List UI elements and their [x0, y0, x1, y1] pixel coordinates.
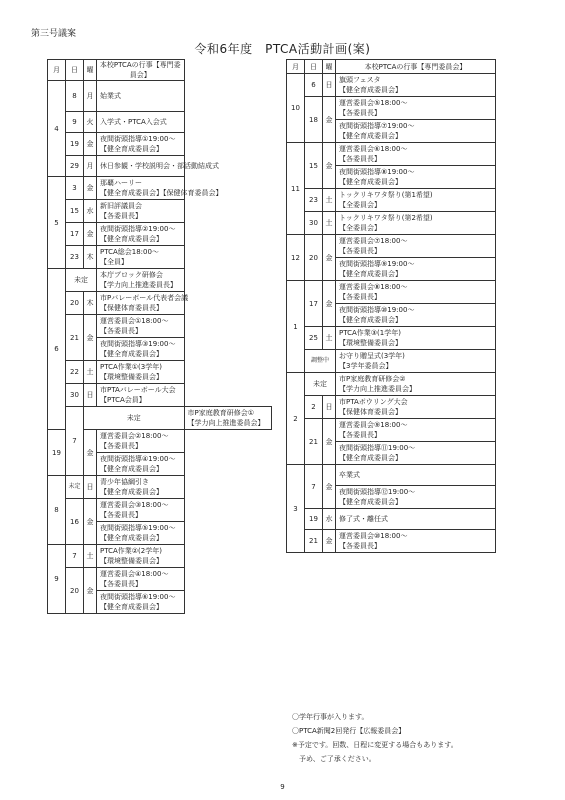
- event-cell: 運営委員会⑧18:00～ 【各委員長】: [336, 281, 496, 304]
- event-cell: 卒業式: [336, 465, 496, 486]
- note-line: 〇PTCA新聞2回発行【広報委員会】: [292, 727, 406, 735]
- note-line: ※予定です。回数、日程に変更する場合もあります。: [292, 741, 458, 749]
- table-row: [48, 292, 272, 315]
- table-row: [48, 200, 272, 223]
- event-cell: 運営委員会④18:00～ 【各委員長】: [97, 568, 185, 591]
- table-row: [287, 509, 496, 530]
- weekday-cell: 月: [84, 156, 97, 177]
- schedule-table-left: [47, 59, 272, 614]
- weekday-cell: 日: [84, 476, 97, 499]
- day-cell: 22: [66, 361, 84, 384]
- table-row: [287, 350, 496, 373]
- weekday-cell: 土: [84, 361, 97, 384]
- table-row: [48, 112, 272, 133]
- event-cell: 夜間街頭指導⑧19:00～ 【健全育成委員会】: [336, 166, 496, 189]
- weekday-cell: 火: [84, 112, 97, 133]
- table-row: [48, 499, 272, 522]
- header-events: 本校PTCAの行事【専門委員会】: [336, 60, 496, 74]
- day-cell: 未定: [84, 407, 185, 430]
- event-cell: 運営委員会①18:00～ 【各委員長】: [97, 315, 185, 338]
- weekday-cell: 木: [84, 246, 97, 269]
- weekday-cell: 土: [323, 327, 336, 350]
- table-row: [48, 315, 272, 338]
- day-cell: 19: [305, 509, 323, 530]
- day-cell: 15: [66, 200, 84, 223]
- event-cell: 運営委員会②18:00～ 【各委員長】: [97, 430, 185, 453]
- weekday-cell: 土: [84, 545, 97, 568]
- weekday-cell: 金: [323, 281, 336, 327]
- table-row: [287, 143, 496, 166]
- day-cell: 18: [305, 97, 323, 143]
- event-cell: 夜間街頭指導⑩19:00～ 【健全育成委員会】: [336, 304, 496, 327]
- event-cell: 夜間街頭指導①19:00～ 【健全育成委員会】: [97, 133, 185, 156]
- table-row: [287, 396, 496, 419]
- day-cell: 未定: [305, 373, 336, 396]
- day-cell: 29: [66, 156, 84, 177]
- day-cell: 25: [305, 327, 323, 350]
- weekday-cell: 日: [323, 396, 336, 419]
- weekday-cell: 金: [84, 568, 97, 614]
- day-cell: 調整中: [305, 350, 336, 373]
- table-row: [287, 189, 496, 212]
- table-row: [48, 223, 272, 246]
- day-cell: 19: [48, 430, 66, 476]
- day-cell: 9: [66, 112, 84, 133]
- event-cell: 市PTAバレーボール大会 【PTCA会員】: [97, 384, 185, 407]
- table-header-row: [48, 60, 272, 81]
- event-cell: PTCA作業②(2学年) 【環境整備委員会】: [97, 545, 185, 568]
- header-month: 月: [287, 60, 305, 74]
- table-row: [48, 545, 272, 568]
- table-row: [48, 156, 272, 177]
- table-row: [287, 74, 496, 97]
- event-cell: 市PTAボウリング大会 【保健体育委員会】: [336, 396, 496, 419]
- day-cell: 30: [305, 212, 323, 235]
- day-cell: 7: [66, 545, 84, 568]
- month-cell: 8: [48, 476, 66, 545]
- table-row: [287, 327, 496, 350]
- event-cell: PTCA作業③(1学年) 【環境整備委員会】: [336, 327, 496, 350]
- weekday-cell: 日: [323, 74, 336, 97]
- day-cell: 30: [66, 384, 84, 407]
- month-cell: 7: [66, 407, 84, 476]
- table-row: [48, 384, 272, 407]
- event-cell: 夜間街頭指導③19:00～ 【健全育成委員会】: [97, 338, 185, 361]
- event-cell: 夜間街頭指導⑤19:00～ 【健全育成委員会】: [97, 522, 185, 545]
- table-row: [287, 235, 496, 258]
- table-row: [48, 407, 272, 430]
- day-cell: 7: [305, 465, 323, 509]
- event-cell: 本庁ブロック研修会 【学力向上推進委員長】: [97, 269, 185, 292]
- weekday-cell: 土: [323, 212, 336, 235]
- event-cell: 運営委員会⑨18:00～ 【各委員長】: [336, 419, 496, 442]
- table-row: [48, 81, 272, 112]
- weekday-cell: 金: [323, 143, 336, 189]
- month-cell: 11: [287, 143, 305, 235]
- month-cell: 2: [287, 373, 305, 465]
- event-cell: 夜間街頭指導⑪19:00～ 【健全育成委員会】: [336, 442, 496, 465]
- event-cell: 運営委員会⑦18:00～ 【各委員長】: [336, 235, 496, 258]
- table-row: [287, 281, 496, 304]
- event-cell: 旗頭フェスタ 【健全育成委員会】: [336, 74, 496, 97]
- event-cell: お守り贈呈式(3学年) 【3学年委員会】: [336, 350, 496, 373]
- day-cell: 21: [66, 315, 84, 361]
- month-cell: 12: [287, 235, 305, 281]
- event-cell: 休日参観・学校説明会・部活動結成式: [97, 156, 185, 177]
- weekday-cell: 金: [323, 97, 336, 143]
- weekday-cell: 金: [84, 223, 97, 246]
- event-cell: 修了式・離任式: [336, 509, 496, 530]
- event-cell: 夜間街頭指導②19:00～ 【健全育成委員会】: [97, 223, 185, 246]
- day-cell: 23: [66, 246, 84, 269]
- header-day: 日: [305, 60, 323, 74]
- day-cell: 15: [305, 143, 323, 189]
- event-cell: 夜間街頭指導⑫19:00～ 【健全育成委員会】: [336, 486, 496, 509]
- day-cell: 2: [305, 396, 323, 419]
- table-row: [48, 177, 272, 200]
- event-cell: 市Pバレーボール代表者会議 【保健体育委員長】: [97, 292, 185, 315]
- event-cell: PTCA総会18:00～ 【全員】: [97, 246, 185, 269]
- table-row: [48, 246, 272, 269]
- month-cell: 9: [48, 545, 66, 614]
- table-row: [287, 465, 496, 486]
- event-cell: 市P家庭教育研修会① 【学力向上推進委員会】: [184, 407, 272, 430]
- month-cell: 4: [48, 81, 66, 177]
- month-cell: 10: [287, 74, 305, 143]
- event-cell: PTCA作業①(3学年) 【環境整備委員会】: [97, 361, 185, 384]
- day-cell: 19: [66, 133, 84, 156]
- note-line: 予め、ご了承ください。: [292, 755, 376, 763]
- table-row: [287, 97, 496, 120]
- weekday-cell: 金: [84, 133, 97, 156]
- weekday-cell: 金: [84, 177, 97, 200]
- event-cell: 夜間街頭指導⑦19:00～ 【健全育成委員会】: [336, 120, 496, 143]
- page-number: 9: [280, 783, 285, 791]
- table-row: [48, 476, 272, 499]
- month-cell: 6: [48, 269, 66, 430]
- day-cell: 20: [66, 292, 84, 315]
- day-cell: 3: [66, 177, 84, 200]
- note-line: 〇学年行事が入ります。: [292, 713, 369, 721]
- event-cell: 夜間街頭指導④19:00～ 【健全育成委員会】: [97, 453, 185, 476]
- event-cell: 那覇ハーリー 【健全育成委員会】【保健体育委員会】: [97, 177, 185, 200]
- weekday-cell: 水: [323, 509, 336, 530]
- header-weekday: 曜: [84, 60, 97, 81]
- weekday-cell: 木: [84, 292, 97, 315]
- event-cell: 入学式・PTCA入会式: [97, 112, 185, 133]
- weekday-cell: 月: [84, 81, 97, 112]
- table-row: [48, 133, 272, 156]
- day-cell: 17: [66, 223, 84, 246]
- table-row: [287, 419, 496, 442]
- day-cell: 17: [305, 281, 323, 327]
- event-cell: 夜間街頭指導⑥19:00～ 【健全育成委員会】: [97, 591, 185, 614]
- weekday-cell: 金: [84, 430, 97, 476]
- month-cell: 5: [48, 177, 66, 269]
- event-cell: 市P家庭教育研修会② 【学力向上推進委員会】: [336, 373, 496, 396]
- header-day: 日: [66, 60, 84, 81]
- table-row: [287, 530, 496, 553]
- event-cell: 運営委員会③18:00～ 【各委員長】: [97, 499, 185, 522]
- weekday-cell: 金: [323, 235, 336, 281]
- month-cell: 1: [287, 281, 305, 373]
- header-weekday: 曜: [323, 60, 336, 74]
- table-row: [48, 361, 272, 384]
- weekday-cell: 水: [84, 200, 97, 223]
- table-row: [287, 373, 496, 396]
- day-cell: 16: [66, 499, 84, 545]
- day-cell: 21: [305, 419, 323, 465]
- document-id: 第三号議案: [31, 29, 77, 39]
- weekday-cell: 金: [84, 499, 97, 545]
- event-cell: トックリキワタ祭り(第1希望) 【全委員会】: [336, 189, 496, 212]
- event-cell: 運営委員会⑤18:00～ 【各委員長】: [336, 97, 496, 120]
- header-month: 月: [48, 60, 66, 81]
- event-cell: 運営委員会⑩18:00～ 【各委員長】: [336, 530, 496, 553]
- day-cell: 未定: [66, 269, 97, 292]
- weekday-cell: 金: [323, 530, 336, 553]
- page-title: 令和6年度 PTCA活動計画(案): [194, 42, 371, 56]
- day-cell: 8: [66, 81, 84, 112]
- day-cell: 未定: [66, 476, 84, 499]
- event-cell: トックリキワタ祭り(第2希望) 【全委員会】: [336, 212, 496, 235]
- day-cell: 23: [305, 189, 323, 212]
- table-header-row: [287, 60, 496, 74]
- table-row: [48, 269, 272, 292]
- table-row: [48, 568, 272, 591]
- day-cell: 21: [305, 530, 323, 553]
- weekday-cell: 金: [323, 465, 336, 509]
- table-row: [287, 212, 496, 235]
- weekday-cell: 土: [323, 189, 336, 212]
- event-cell: 夜間街頭指導⑨19:00～ 【健全育成委員会】: [336, 258, 496, 281]
- month-cell: 3: [287, 465, 305, 553]
- day-cell: 20: [305, 235, 323, 281]
- weekday-cell: 金: [84, 315, 97, 361]
- event-cell: 運営委員会⑥18:00～ 【各委員長】: [336, 143, 496, 166]
- day-cell: 6: [305, 74, 323, 97]
- header-events: 本校PTCAの行事【専門委員会】: [97, 60, 185, 81]
- weekday-cell: 日: [84, 384, 97, 407]
- schedule-table-right: [286, 59, 496, 553]
- day-cell: 20: [66, 568, 84, 614]
- event-cell: 青少年協綱引き 【健全育成委員会】: [97, 476, 185, 499]
- event-cell: 始業式: [97, 81, 185, 112]
- event-cell: 新旧評議員会 【各委員長】: [97, 200, 185, 223]
- weekday-cell: 金: [323, 419, 336, 465]
